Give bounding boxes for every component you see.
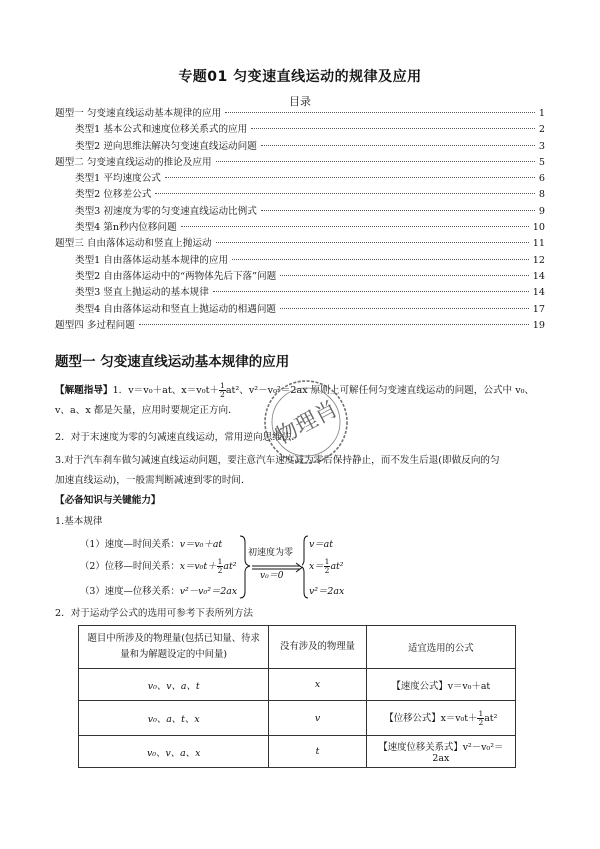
- table-cell: 【速度公式】v＝v₀＋at: [366, 669, 515, 701]
- toc-leader-dots: [181, 225, 529, 227]
- fraction-half: [219, 382, 226, 399]
- result-velocity-displacement: v²＝2ax: [309, 586, 345, 597]
- table-cell: v: [269, 701, 366, 736]
- guide-p1-a: 1．v＝v₀＋at、x＝v₀t＋: [112, 385, 220, 396]
- document-title: 专题01 匀变速直线运动的规律及应用: [178, 69, 422, 85]
- stamp-watermark: [262, 378, 350, 466]
- toc-entry[interactable]: [55, 187, 545, 203]
- guide-paragraph-2: 2．对于末速度为零的匀减速直线运动，常用逆向思维法．: [55, 432, 301, 443]
- section-heading: 题型一 匀变速直线运动基本规律的应用: [55, 354, 290, 370]
- header-cell: 题目中所涉及的物理量(包括已知量、待求量和为解题设定的中间量): [79, 626, 269, 669]
- law-brace-arrow: [236, 534, 306, 600]
- toc-entry-page: 8: [538, 189, 545, 201]
- table-row: [79, 701, 516, 736]
- toc-entry-label: 类型1 平均速度公式: [75, 173, 161, 185]
- toc-leader-dots: [216, 160, 535, 162]
- table-header-row: [79, 626, 516, 669]
- toc-entry-label: 题型一 匀变速直线运动基本规律的应用: [55, 108, 222, 119]
- toc-leader-dots: [251, 127, 535, 129]
- toc-leader-dots: [261, 209, 535, 211]
- table-cell: 【速度位移关系式】v²－v₀²＝2ax: [366, 736, 515, 768]
- toc-entry-label: 题型二 匀变速直线运动的推论及应用: [55, 156, 212, 168]
- toc-entry-label: 类型2 位移差公式: [75, 189, 152, 201]
- guide-tag: 【解题指导】: [55, 385, 113, 396]
- stamp-text: 物理肖: [271, 396, 342, 450]
- toc-entry-page: 1: [538, 108, 545, 119]
- guide-p3-b: 加速直线运动)，一般需判断减速到零的时间．: [55, 475, 251, 486]
- toc-entry-page: 2: [538, 124, 545, 136]
- knowledge-heading: 【必备知识与关键能力】: [55, 495, 161, 506]
- toc-entry-page: 6: [538, 173, 545, 185]
- toc-entry-page: 5: [538, 156, 545, 168]
- toc-entry[interactable]: [55, 269, 545, 285]
- toc-entry-page: 14: [532, 287, 545, 299]
- arrow-label-bottom: v₀＝0: [260, 571, 284, 581]
- toc-leader-dots: [155, 192, 535, 194]
- table-cell: v₀、v、a、x: [79, 736, 269, 768]
- result-velocity: v＝at: [309, 539, 334, 550]
- fraction-num: 1: [220, 381, 225, 390]
- toc-entry-page: 3: [538, 140, 545, 152]
- table-cell: x: [269, 669, 366, 701]
- toc-leader-dots: [213, 290, 529, 292]
- toc-entry-label: 类型4 自由落体运动和竖直上抛运动的相遇问题: [75, 303, 277, 315]
- table-of-contents: [55, 106, 545, 334]
- toc-entry-label: 类型1 自由落体运动基本规律的应用: [75, 254, 229, 266]
- guide-p1-b: at²、v²－v₀²＝2ax 原则上可解任何匀变速直线运动的问题，公式中 v₀、: [225, 385, 535, 396]
- toc-entry[interactable]: [55, 171, 545, 187]
- header-cell: 没有涉及的物理量: [269, 626, 366, 669]
- table-row: [79, 736, 516, 768]
- toc-entry-page: 10: [532, 222, 545, 234]
- toc-entry[interactable]: [55, 302, 545, 318]
- toc-leader-dots: [232, 258, 529, 260]
- law-velocity-displacement: （3）速度—位移关系：v²－v₀²＝2ax: [80, 586, 238, 597]
- toc-entry[interactable]: [55, 155, 545, 171]
- toc-entry[interactable]: [55, 253, 545, 269]
- table-cell: 【位移公式】x＝v₀t＋ $\frac{1}{2}$ at²: [366, 701, 515, 736]
- toc-entry-label: 类型2 自由落体运动中的“两物体先后下落”问题: [75, 270, 277, 282]
- toc-entry[interactable]: [55, 285, 545, 301]
- toc-entry-label: 类型2 逆向思维法解决匀变速直线运动问题: [75, 140, 257, 152]
- toc-entry-page: 17: [532, 303, 545, 315]
- law-velocity-time: （1）速度—时间关系：v＝v₀＋at: [80, 539, 223, 550]
- toc-entry-page: 11: [532, 238, 545, 250]
- toc-entry-page: 19: [532, 319, 545, 331]
- toc-entry-label: 类型3 初速度为零的匀变速直线运动比例式: [75, 205, 257, 217]
- toc-entry[interactable]: [55, 139, 545, 155]
- result-displacement: x＝ $\frac{1}{2}$ at²: [309, 557, 344, 575]
- toc-entry[interactable]: [55, 318, 545, 334]
- toc-leader-dots: [225, 111, 535, 113]
- table-cell: v₀、v、a、t: [79, 669, 269, 701]
- toc-leader-dots: [280, 307, 529, 309]
- toc-entry[interactable]: [55, 122, 545, 138]
- toc-heading: 目录: [289, 95, 311, 108]
- guide-p1-c: v、a、x 都是矢量，应用时要规定正方向．: [55, 405, 238, 416]
- table-row: [79, 669, 516, 701]
- fraction-den: 2: [220, 390, 225, 399]
- table-cell: v₀、a、t、x: [79, 701, 269, 736]
- toc-entry-page: 12: [532, 254, 545, 266]
- toc-leader-dots: [139, 323, 529, 325]
- table-cell: t: [269, 736, 366, 768]
- toc-entry-label: 类型4 第n秒内位移问题: [75, 222, 177, 234]
- toc-entry-page: 14: [532, 270, 545, 282]
- toc-entry-label: 类型1 基本公式和速度位移关系式的应用: [75, 124, 248, 136]
- basic-law-heading: 1.基本规律: [55, 516, 103, 527]
- toc-entry-label: 题型三 自由落体运动和竖直上抛运动: [55, 238, 212, 250]
- arrow-label-top: 初速度为零: [248, 548, 294, 558]
- toc-entry[interactable]: [55, 236, 545, 252]
- toc-leader-dots: [216, 241, 529, 243]
- toc-entry-label: 类型3 竖直上抛运动的基本规律: [75, 287, 209, 299]
- header-cell: 适宜选用的公式: [366, 626, 515, 669]
- guide-p3-a: 3.对于汽车刹车做匀减速直线运动问题，要注意汽车速度减为零后保持静止，而不发生后退(即做反向的匀: [55, 455, 500, 466]
- formula-selection-table: [78, 625, 516, 768]
- toc-entry[interactable]: [55, 106, 545, 122]
- toc-leader-dots: [280, 274, 529, 276]
- toc-entry[interactable]: [55, 204, 545, 220]
- toc-entry-page: 9: [538, 205, 545, 217]
- toc-leader-dots: [261, 144, 535, 146]
- toc-entry-label: 题型四 多过程问题: [55, 319, 135, 331]
- table-intro: 2．对于运动学公式的选用可参考下表所列方法: [55, 608, 253, 619]
- toc-entry[interactable]: [55, 220, 545, 236]
- law-displacement-time: （2）位移—时间关系：x＝v₀t＋ $\frac{1}{2}$ at²: [80, 557, 237, 575]
- toc-leader-dots: [165, 176, 535, 178]
